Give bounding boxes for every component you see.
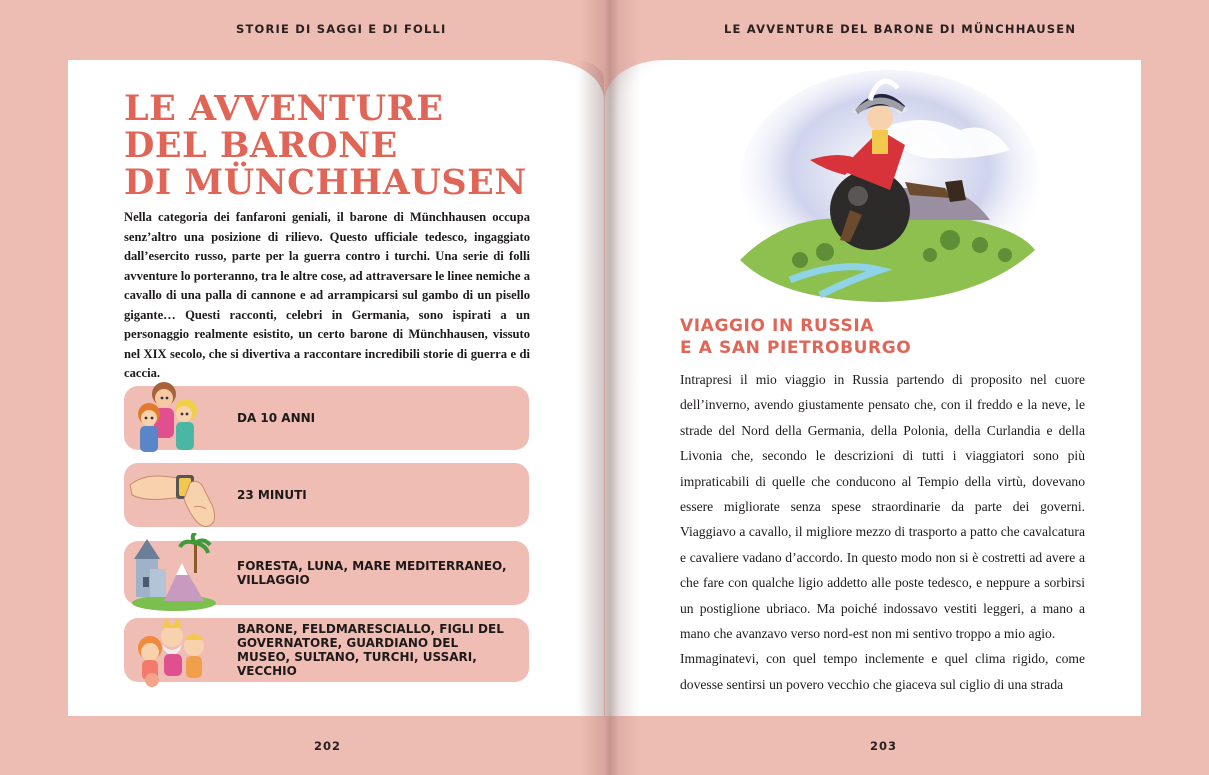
characters-icon bbox=[124, 610, 220, 690]
story-text bbox=[680, 367, 1085, 697]
story-paragraph: Immaginatevi, con quel tempo inclemente e quel clima rigido, come dovesse sentirsi un povero vecchio che giaceva sul ciglio di una strada bbox=[680, 651, 1085, 692]
castle-landscape-icon bbox=[124, 533, 220, 613]
left-page-number: 202 bbox=[314, 739, 342, 753]
places-label: FORESTA, LUNA, MARE MEDITERRANEO, VILLAGGIO bbox=[237, 559, 507, 587]
title-line: DI MÜNCHHAUSEN bbox=[124, 162, 527, 203]
page-title bbox=[124, 90, 544, 201]
children-icon bbox=[124, 378, 220, 458]
wristwatch-icon bbox=[124, 455, 220, 535]
subtitle-line: E A SAN PIETROBURGO bbox=[680, 338, 912, 358]
baron-on-cannonball-illustration bbox=[730, 70, 1040, 305]
section-subtitle bbox=[680, 315, 1080, 359]
info-card-places bbox=[124, 541, 529, 605]
characters-label: BARONE, FELDMARESCIALLO, FIGLI DEL GOVERNATORE, GUARDIANO DEL MUSEO, SULTANO, TURCHI, USSARI, VECCHIO bbox=[237, 622, 504, 678]
info-card-characters bbox=[124, 618, 529, 682]
duration-label: 23 MINUTI bbox=[237, 488, 307, 502]
title-line: LE AVVENTURE bbox=[124, 88, 444, 129]
left-running-head: STORIE DI SAGGI E DI FOLLI bbox=[236, 22, 447, 36]
right-page-number: 203 bbox=[870, 739, 898, 753]
age-label: DA 10 ANNI bbox=[237, 411, 316, 425]
title-line: DEL BARONE bbox=[124, 125, 398, 166]
info-card-duration bbox=[124, 463, 529, 527]
intro-paragraph: Nella categoria dei fanfaroni geniali, il barone di Münchhausen occupa senz’altro una posizione di rilievo. Questo ufficiale tedesco, ingaggiato dall’esercito russo, parte per la guerra contro i turchi. Una serie di folli avventure lo porteranno, tra le altre cose, ad attraversare le linee nemiche a cavallo di una palla di cannone e ad arrampicarsi sul gambo di un pisello gigante… Questi racconti, celebri in Germania, sono ispirati a un personaggio realmente esistito, un certo barone di Münchhausen, vissuto nel XIX secolo, che si divertiva a raccontare incredibili storie di guerra e di caccia. bbox=[124, 210, 530, 380]
story-paragraph: Intrapresi il mio viaggio in Russia partendo di proposito nel cuore dell’inverno, avendo giustamente pensato che, con il freddo e la neve, le strade del Nord della Germania, della Polonia, della Curlandia e della Livonia che, secondo le descrizioni di tutti i viaggiatori sono più impraticabili di quelle che conducono al Tempio della virtù, dovevano essere migliorate senza spese straordinarie da parte dei governi. Viaggiavo a cavallo, il migliore mezzo di trasporto a patto che cavalcatura e cavaliere vadano d’accordo. In questo modo non si è costretti ad avere a che fare con qualche ligio addetto alle poste tedesco, e neppure a sorbirsi un postiglione ubriaco. Ma poiché indossavo vestiti leggeri, a mano a mano che avanzavo verso nord-est non mi sentivo troppo a mio agio. bbox=[680, 372, 1085, 642]
right-running-head: LE AVVENTURE DEL BARONE DI MÜNCHHAUSEN bbox=[724, 22, 1077, 36]
info-card-age bbox=[124, 386, 529, 450]
subtitle-line: VIAGGIO IN RUSSIA bbox=[680, 316, 875, 336]
